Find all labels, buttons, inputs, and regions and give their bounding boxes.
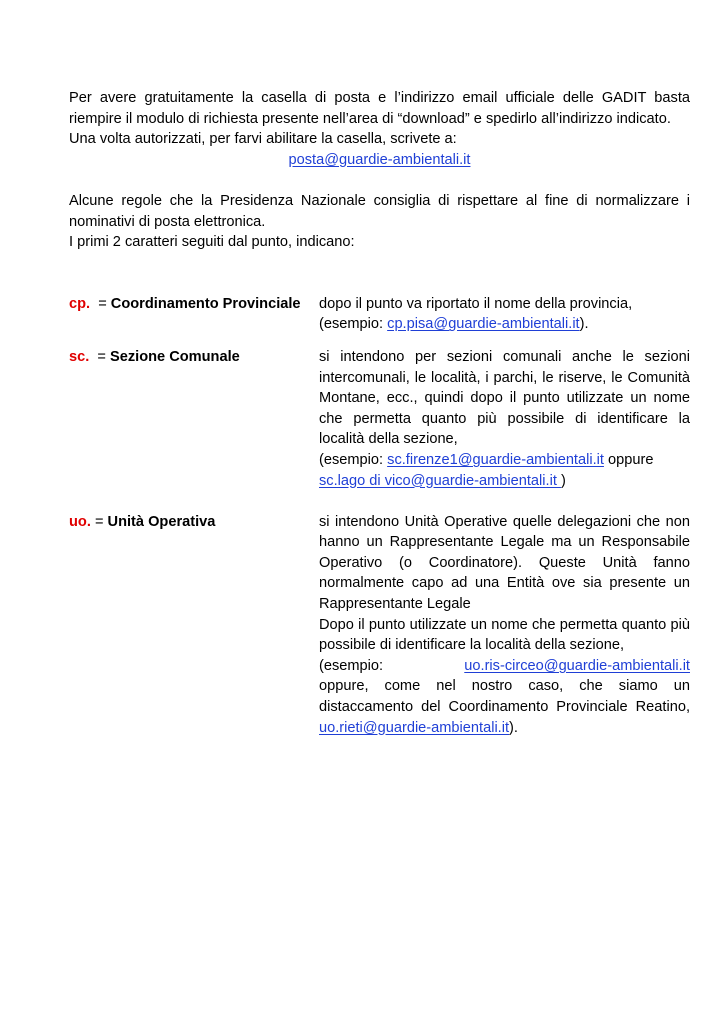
- entry-example-continued: [319, 676, 690, 738]
- intro-paragraph: Per avere gratuitamente la casella di posta e l’indirizzo email ufficiale delle GADIT basta riempire il modulo di richiesta presente nell’area di “download” e spedirlo all’indirizzo indicato.: [69, 90, 690, 127]
- entry-description-text: si intendono per sezioni comunali anche le sezioni intercomunali, le località, i parchi, le riserve, le Comunità Montane, ecc., quindi dopo il punto utilizzate un nome che permetta quanto più possibile di identificare la località della sezione,: [319, 348, 690, 448]
- contact-email-line: [69, 150, 690, 171]
- entry-equals: =: [98, 295, 107, 312]
- entry-code: uo.: [69, 513, 91, 530]
- entry-term: [69, 294, 319, 315]
- entry-sezione-comunale: [69, 347, 690, 491]
- entry-name: Unità Operativa: [107, 513, 216, 530]
- entry-equals: =: [97, 348, 106, 365]
- example-or: oppure: [603, 451, 654, 468]
- entry-term: [69, 512, 319, 533]
- entry-name: Coordinamento Provinciale: [110, 295, 301, 312]
- example-email-link[interactable]: uo.ris-circeo@guardie-ambientali.it: [464, 657, 690, 674]
- entry-description-text: dopo il punto va riportato il nome della provincia,: [319, 295, 633, 312]
- entry-term: [69, 347, 319, 368]
- entry-description: [319, 294, 690, 335]
- example-suffix: ).: [509, 719, 518, 736]
- entry-equals: =: [94, 513, 104, 530]
- document-page: [69, 88, 690, 738]
- entry-description: [319, 347, 690, 491]
- example-prefix: (esempio:: [319, 657, 384, 674]
- example-email-link[interactable]: cp.pisa@guardie-ambientali.it: [387, 316, 580, 333]
- entry-coordinamento-provinciale: [69, 294, 690, 335]
- example-prefix: (esempio:: [319, 451, 388, 468]
- entry-description-text-2: Dopo il punto utilizzate un nome che permetta quanto più possibile di identificare la località della sezione,: [319, 616, 690, 654]
- entry-example: [319, 656, 690, 677]
- entry-description: [319, 512, 690, 739]
- entry-name: Sezione Comunale: [110, 348, 240, 365]
- entry-unita-operativa: [69, 512, 690, 739]
- entry-code: cp.: [69, 295, 91, 312]
- rules-intro-paragraph: Alcune regole che la Presidenza Nazionale consiglia di rispettare al fine di normalizzare i nominativi di posta elettronica.: [69, 192, 690, 230]
- example-email-link-2[interactable]: uo.rieti@guardie-ambientali.it: [319, 719, 510, 736]
- rules-intro-lead: I primi 2 caratteri seguiti dal punto, indicano:: [69, 234, 355, 251]
- example-email-link[interactable]: sc.firenze1@guardie-ambientali.it: [387, 451, 604, 468]
- contact-email-link[interactable]: posta@guardie-ambientali.it: [288, 151, 471, 168]
- example-prefix: (esempio:: [319, 316, 388, 333]
- entry-description-text: si intendono Unità Operative quelle delegazioni che non hanno un Rappresentante Legale ma un Responsabile Operativo (o Coordinatore). Queste Unità fanno normalmente capo ad una Entità ove sia presente un Rappresentante Legale: [319, 513, 690, 613]
- entry-code: sc.: [69, 348, 90, 365]
- entry-example: [319, 314, 690, 335]
- intro-instruction: Una volta autorizzati, per farvi abilitare la casella, scrivete a:: [69, 131, 457, 148]
- example-suffix: ).: [579, 316, 589, 333]
- example-suffix: ): [560, 472, 566, 489]
- entry-example: [319, 450, 690, 471]
- example-email-link-2[interactable]: sc.lago di vico@guardie-ambientali.it: [319, 472, 561, 489]
- entry-example-2: [319, 471, 690, 492]
- example-or: oppure, come nel nostro caso, che siamo un distaccamento del Coordinamento Provinciale Reatino,: [319, 678, 690, 716]
